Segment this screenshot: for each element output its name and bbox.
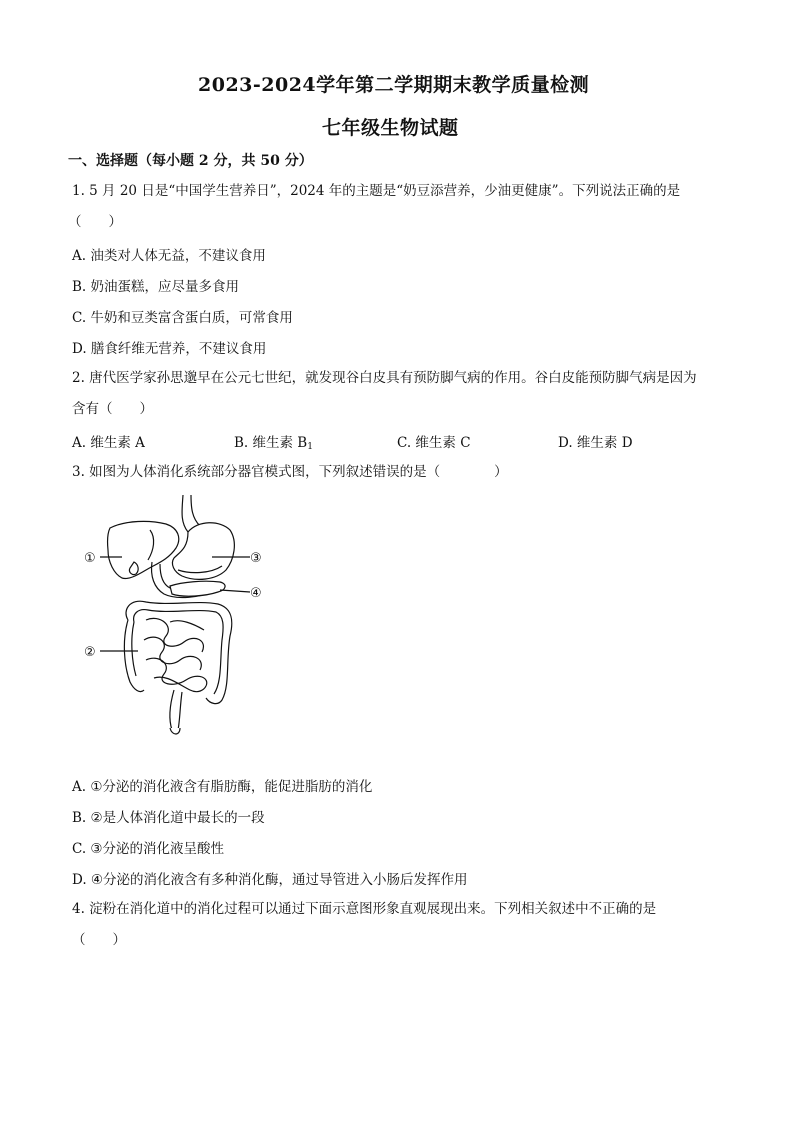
label-3: ③ xyxy=(250,551,262,566)
answer-blank: （ ） xyxy=(72,932,126,948)
option-a: A. 油类对人体无益，不建议食用 xyxy=(72,248,266,264)
option-a: A. 维生素 A xyxy=(72,435,145,451)
label-1: ① xyxy=(84,551,96,566)
option-d: D. ④分泌的消化液含有多种消化酶，通过导管进入小肠后发挥作用 xyxy=(72,872,468,888)
option-d: D. 膳食纤维无营养，不建议食用 xyxy=(72,341,267,357)
page-subtitle: 七年级生物试题 xyxy=(322,117,459,139)
option-b-text: B. 维生素 B xyxy=(234,435,308,451)
liver-shape xyxy=(108,521,179,578)
label-2: ② xyxy=(84,645,96,660)
option-c: C. ③分泌的消化液呈酸性 xyxy=(72,841,225,857)
option-d: D. 维生素 D xyxy=(558,435,633,451)
label-4: ④ xyxy=(250,586,262,601)
option-b: B. 奶油蛋糕，应尽量多食用 xyxy=(72,279,240,295)
pancreas-shape xyxy=(170,581,225,596)
option-c: C. 牛奶和豆类富含蛋白质，可常食用 xyxy=(72,310,293,326)
option-a: A. ①分泌的消化液含有脂肪酶，能促进脂肪的消化 xyxy=(72,779,373,795)
question-stem-cont: 含有（ ） xyxy=(72,401,153,417)
digestive-system-figure xyxy=(70,490,280,740)
question-stem: 2. 唐代医学家孙思邈早在公元七世纪，就发现谷白皮具有预防脚气病的作用。谷白皮能预防脚气病是因为 xyxy=(72,370,697,386)
option-b: B. ②是人体消化道中最长的一段 xyxy=(72,810,265,826)
section-title: 一、选择题（每小题 2 分，共 50 分） xyxy=(68,153,313,169)
question-stem: 1. 5 月 20 日是“中国学生营养日”，2024 年的主题是“奶豆添营养，少油更健康”。下列说法正确的是 xyxy=(72,183,681,199)
answer-blank: （ ） xyxy=(68,214,122,230)
option-b-subscript: 1 xyxy=(307,442,313,452)
option-c: C. 维生素 C xyxy=(397,435,471,451)
option-b xyxy=(234,431,313,452)
small-intestine-shape xyxy=(144,618,207,691)
question-stem: 3. 如图为人体消化系统部分器官模式图，下列叙述错误的是（ ） xyxy=(72,464,508,480)
question-stem: 4. 淀粉在消化道中的消化过程可以通过下面示意图形象直观展现出来。下列相关叙述中不正确的是 xyxy=(72,901,657,917)
page-title: 2023-2024学年第二学期期末教学质量检测 xyxy=(198,74,590,96)
